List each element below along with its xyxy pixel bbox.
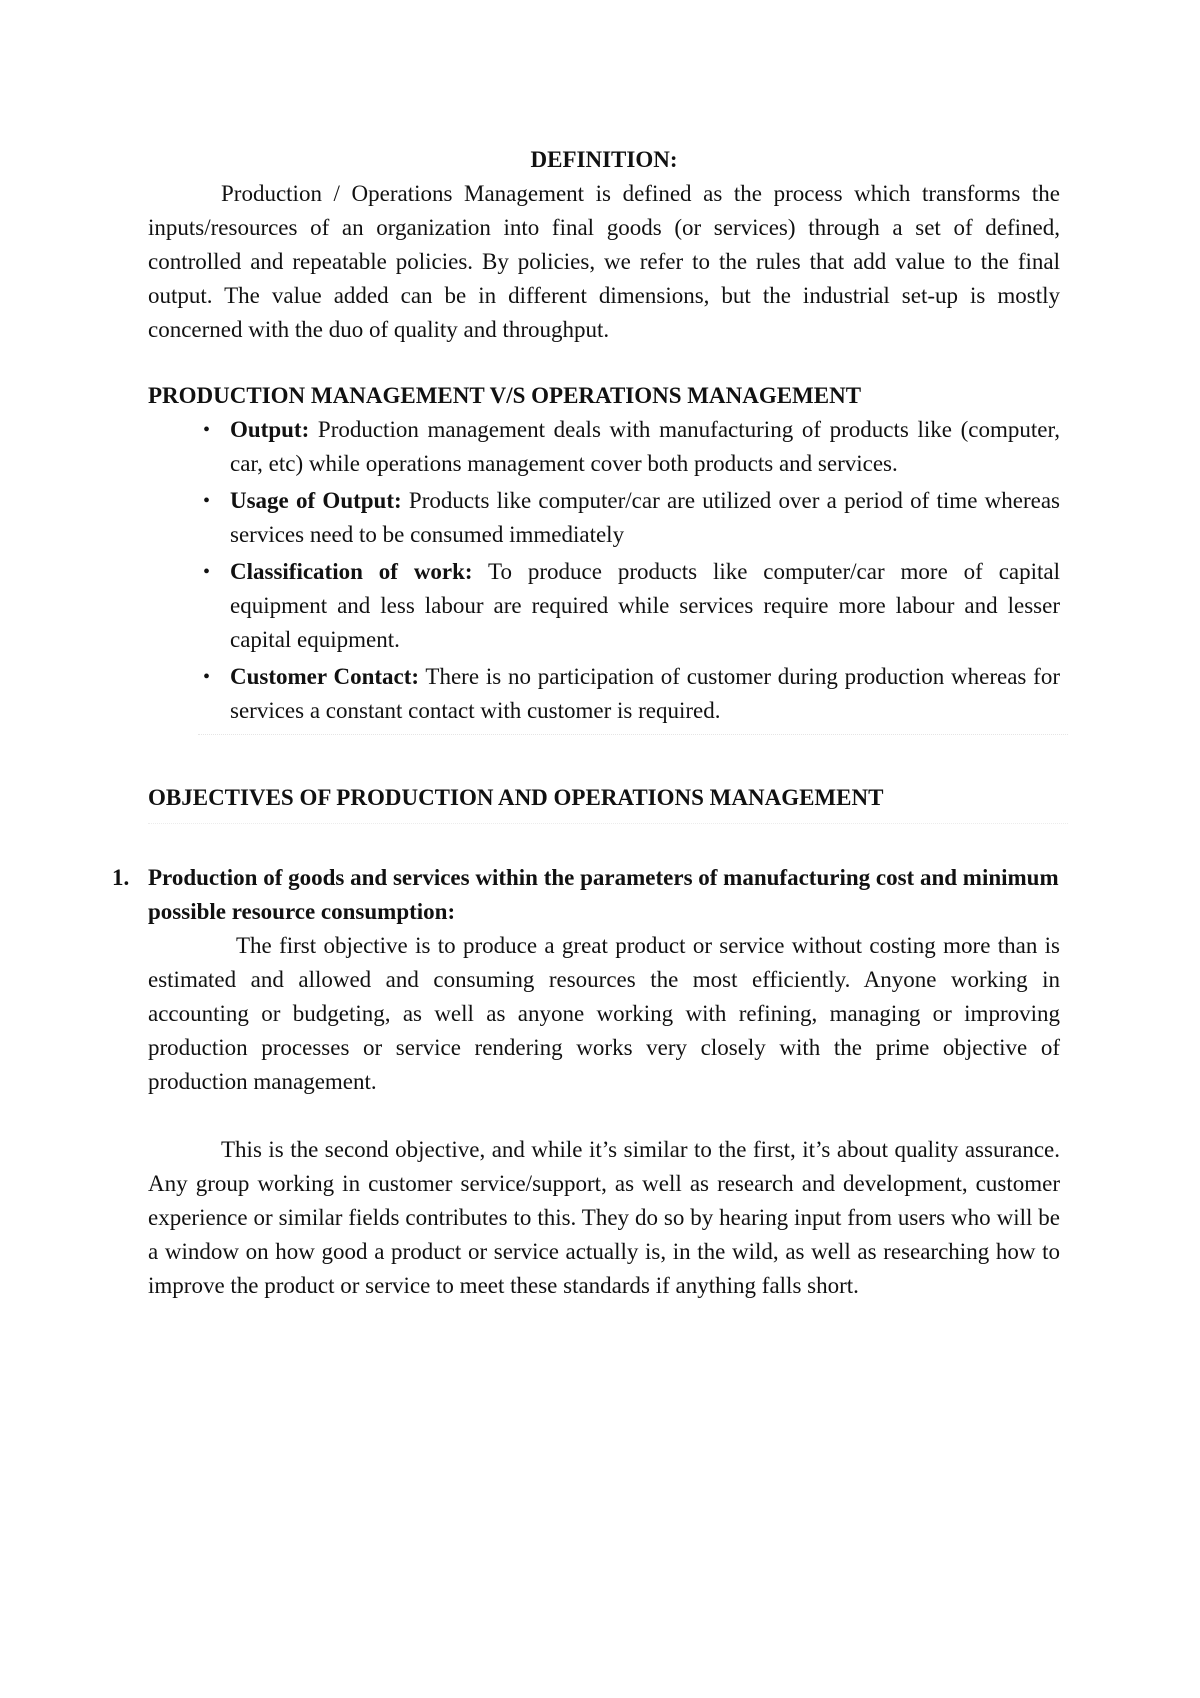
comparison-heading: PRODUCTION MANAGEMENT V/S OPERATIONS MANAGEMENT <box>148 383 862 408</box>
divider <box>198 734 1068 735</box>
document-page <box>112 143 1060 1303</box>
bullet-label: Customer Contact: <box>230 664 420 689</box>
objective-body: The first objective is to produce a great product or service without costing more than is estimated and allowed and consuming resources the most efficiently. Anyone working in accounting or budgeting, as well as anyone working with refining, managing or improving production processes or service rendering works very closely with the prime objective of production management. <box>148 933 1060 1094</box>
definition-heading: DEFINITION: <box>530 147 678 172</box>
definition-paragraph: Production / Operations Management is defined as the process which transforms the inputs/resources of an organization into final goods (or services) through a set of defined, controlled and repeatable policies. By policies, we refer to the rules that add value to the final output. The value added can be in different dimensions, but the industrial set-up is mostly concerned with the duo of quality and throughput. <box>148 181 1060 342</box>
bullet-text: To produce products like computer/car more of capital equipment and less labour are required while services require more labour and lesser capital equipment. <box>230 559 1060 652</box>
bullet-icon: • <box>203 561 211 583</box>
objective-title: Production of goods and services within the parameters of manufacturing cost and minimum possible resource consumption: <box>148 865 1059 924</box>
list-item <box>203 660 1060 728</box>
list-item <box>203 555 1060 657</box>
bullet-icon: • <box>203 419 211 441</box>
bullet-label: Output: <box>230 417 310 442</box>
objectives-heading: OBJECTIVES OF PRODUCTION AND OPERATIONS MANAGEMENT <box>148 785 884 810</box>
bullet-text: Products like computer/car are utilized over a period of time whereas services need to be consumed immediately <box>230 488 1060 547</box>
comparison-list <box>148 413 1060 728</box>
bullet-label: Usage of Output: <box>230 488 402 513</box>
bullet-label: Classification of work: <box>230 559 473 584</box>
second-objective-paragraph: This is the second objective, and while it’s similar to the first, it’s about quality assurance. Any group working in customer service/support, as well as research and development, customer experience or similar fields contributes to this. They do so by hearing input from users who will be a window on how good a product or service actually is, in the wild, as well as researching how to improve the product or service to meet these standards if anything falls short. <box>148 1137 1060 1298</box>
objective-item <box>112 861 1060 1099</box>
bullet-icon: • <box>203 490 211 512</box>
bullet-icon: • <box>203 666 211 688</box>
bullet-text: Production management deals with manufacturing of products like (computer, car, etc) while operations management cover both products and services. <box>230 417 1060 476</box>
list-item <box>203 484 1060 552</box>
bullet-text: There is no participation of customer during production whereas for services a constant contact with customer is required. <box>230 664 1060 723</box>
objective-number: 1. <box>112 865 130 890</box>
list-item <box>203 413 1060 481</box>
divider <box>148 823 1068 824</box>
paragraph-spacer <box>148 1099 1060 1133</box>
